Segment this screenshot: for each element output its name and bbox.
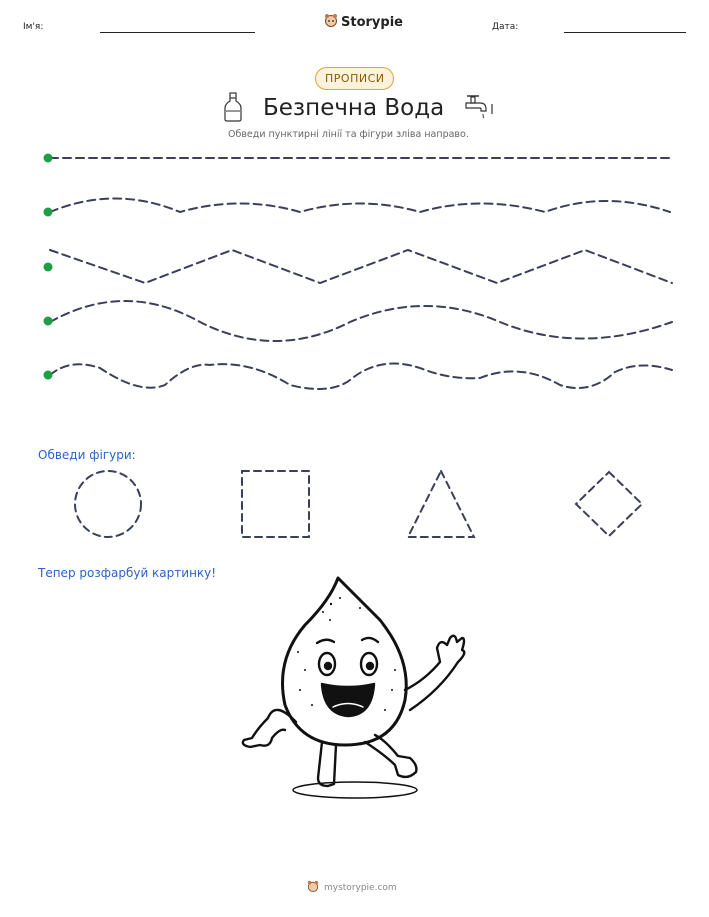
worksheet-badge: ПРОПИСИ: [315, 67, 394, 90]
instructions: Обведи пунктирні лінії та фігури зліва направо.: [228, 129, 469, 140]
name-label: Ім'я:: [23, 22, 44, 32]
water-drop-character: [243, 578, 464, 798]
diamond-icon: [576, 472, 642, 536]
triangle-icon: [408, 471, 474, 537]
storypie-mascot-icon: [307, 880, 319, 895]
start-dot: [44, 263, 53, 272]
trace-line-loops: [50, 364, 672, 389]
trace-line-zigzag: [50, 250, 672, 283]
circle-icon: [75, 471, 141, 537]
square-icon: [242, 471, 309, 537]
trace-line-big-wave: [50, 301, 672, 341]
start-dot: [44, 154, 53, 163]
brand-name: Storypie: [341, 14, 403, 30]
trace-line-wave: [50, 199, 670, 213]
coloring-heading: Тепер розфарбуй картинку!: [38, 566, 217, 580]
shapes-heading: Обведи фігури:: [38, 448, 136, 462]
start-dot: [44, 371, 53, 380]
start-dot: [44, 208, 53, 217]
footer-url[interactable]: mystorypie.com: [324, 882, 397, 893]
footer: [307, 880, 397, 895]
date-label: Дата:: [492, 22, 519, 32]
page-title: Безпечна Вода: [263, 95, 445, 121]
start-dot: [44, 317, 53, 326]
